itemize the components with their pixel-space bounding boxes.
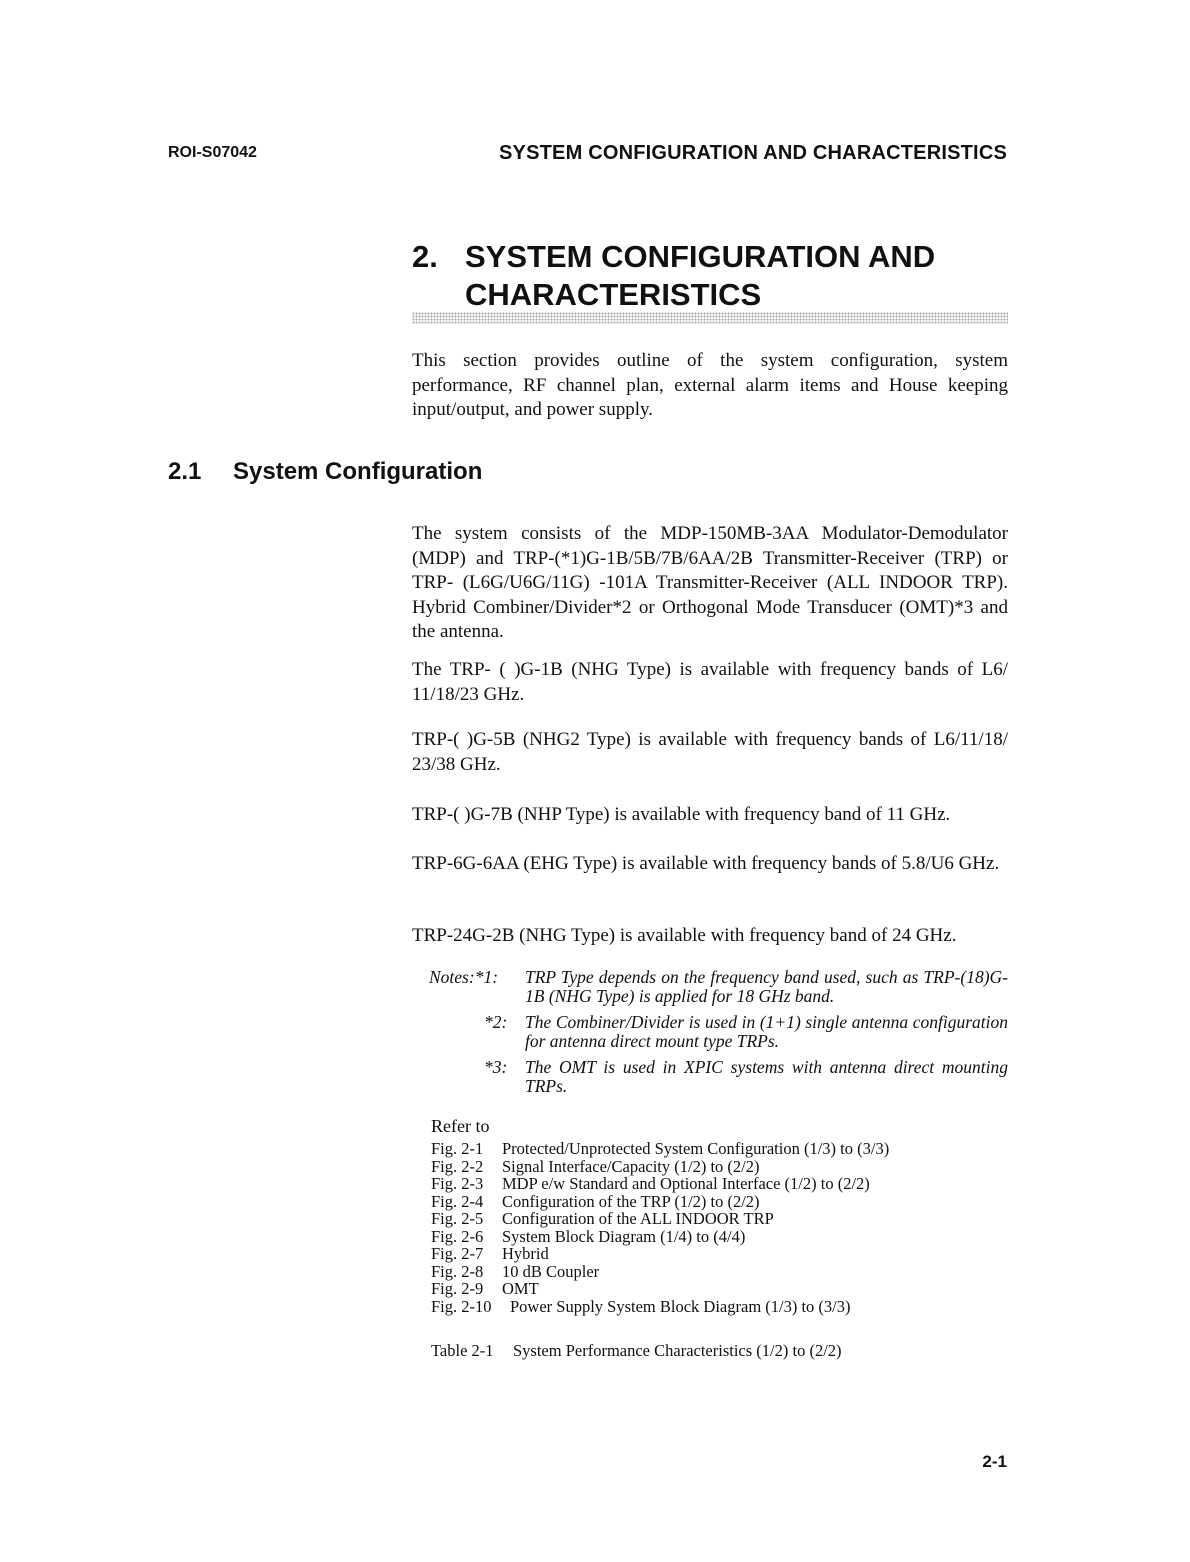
chapter-number: 2. <box>412 239 438 274</box>
figure-number: Fig. 2-6 <box>431 1226 484 1246</box>
chapter-title-rule <box>412 312 1008 324</box>
body-paragraph: TRP-24G-2B (NHG Type) is available with frequency band of 24 GHz. <box>412 925 957 946</box>
document-id: ROI-S07042 <box>168 144 257 161</box>
section-number: 2.1 <box>168 458 202 485</box>
figure-title: Hybrid <box>502 1244 549 1263</box>
figure-title: MDP e/w Standard and Optional Interface (1/2) to (2/2) <box>502 1174 870 1193</box>
body-paragraph: TRP-( )G-5B (NHG2 Type) is available with frequency bands of L6/11/18/ 23/38 GHz. <box>412 729 1008 775</box>
figure-reference <box>431 1210 889 1228</box>
figure-number: Fig. 2-2 <box>431 1156 484 1176</box>
figure-reference <box>431 1245 889 1263</box>
figure-number: Fig. 2-9 <box>431 1279 484 1298</box>
note-label <box>412 1013 525 1050</box>
figure-title: Signal Interface/Capacity (1/2) to (2/2) <box>502 1156 760 1176</box>
figure-reference <box>431 1140 889 1158</box>
note-item <box>412 1013 1008 1050</box>
figure-reference <box>431 1298 889 1316</box>
figure-number: Fig. 2-4 <box>431 1191 484 1211</box>
figure-reference <box>431 1280 889 1298</box>
figure-reference-list <box>431 1140 889 1315</box>
body-paragraph: The system consists of the MDP-150MB-3AA Modulator-Demodulator (MDP) and TRP-(*1)G-1B/5B/7B/6AA/2B Transmitter-Receiver (TRP) or TRP- (L6G/U6G/11G) -101A Transmitter-Receiver (ALL INDOOR TRP). Hybrid Combiner/Divider*2 or Orthogonal Mode Transducer (OMT)*3 and the antenna. <box>412 523 1008 642</box>
figure-title: Protected/Unprotected System Configuration (1/3) to (3/3) <box>502 1139 890 1158</box>
note-item <box>412 1058 1008 1095</box>
table-title: System Performance Characteristics (1/2) to (2/2) <box>513 1341 842 1360</box>
page-number: 2-1 <box>982 1452 1007 1471</box>
notes-block <box>412 968 1008 1103</box>
chapter-title: SYSTEM CONFIGURATION AND CHARACTERISTICS <box>465 239 936 312</box>
section-heading <box>168 458 482 486</box>
figure-reference <box>431 1193 889 1211</box>
figure-title: Power Supply System Block Diagram (1/3) to (3/3) <box>510 1296 851 1316</box>
note-label-text: *3: <box>484 1057 508 1077</box>
table-number: Table 2-1 <box>431 1341 494 1360</box>
note-text: The Combiner/Divider is used in (1+1) single antenna configuration for antenna direct mount type TRPs. <box>525 1012 1008 1051</box>
figure-title: OMT <box>502 1279 539 1298</box>
note-label <box>412 1058 525 1095</box>
figure-number: Fig. 2-1 <box>431 1139 484 1158</box>
figure-number: Fig. 2-8 <box>431 1261 484 1281</box>
running-header-title: SYSTEM CONFIGURATION AND CHARACTERISTICS <box>499 142 1007 164</box>
figure-reference <box>431 1158 889 1176</box>
note-text: TRP Type depends on the frequency band used, such as TRP-(18)G-1B (NHG Type) is applied for 18 GHz band. <box>525 967 1008 1006</box>
figure-number: Fig. 2-3 <box>431 1174 484 1193</box>
body-paragraph: TRP-6G-6AA (EHG Type) is available with frequency bands of 5.8/U6 GHz. <box>412 853 1000 874</box>
refer-to-heading: Refer to <box>431 1116 490 1136</box>
body-paragraph: TRP-( )G-7B (NHP Type) is available with frequency band of 11 GHz. <box>412 804 951 825</box>
figure-title: System Block Diagram (1/4) to (4/4) <box>502 1226 746 1246</box>
chapter-heading <box>412 238 1012 314</box>
intro-paragraph: This section provides outline of the system configuration, system performance, RF channel plan, external alarm items and House keeping input/output, and power supply. <box>412 350 1008 420</box>
body-paragraph: The TRP- ( )G-1B (NHG Type) is available with frequency bands of L6/ 11/18/23 GHz. <box>412 659 1008 705</box>
note-item <box>412 968 1008 1005</box>
table-reference <box>431 1341 842 1361</box>
figure-reference <box>431 1175 889 1193</box>
note-label-text: *2: <box>484 1012 508 1032</box>
figure-reference <box>431 1263 889 1281</box>
figure-title: Configuration of the TRP (1/2) to (2/2) <box>502 1191 760 1211</box>
section-title: System Configuration <box>233 458 483 485</box>
note-text: The OMT is used in XPIC systems with antenna direct mounting TRPs. <box>525 1057 1008 1096</box>
figure-number: Fig. 2-10 <box>431 1296 492 1316</box>
figure-reference <box>431 1228 889 1246</box>
figure-number: Fig. 2-7 <box>431 1244 484 1263</box>
figure-title: 10 dB Coupler <box>502 1261 600 1281</box>
figure-title: Configuration of the ALL INDOOR TRP <box>502 1209 774 1228</box>
figure-number: Fig. 2-5 <box>431 1209 484 1228</box>
note-label: Notes:*1: <box>429 967 499 987</box>
